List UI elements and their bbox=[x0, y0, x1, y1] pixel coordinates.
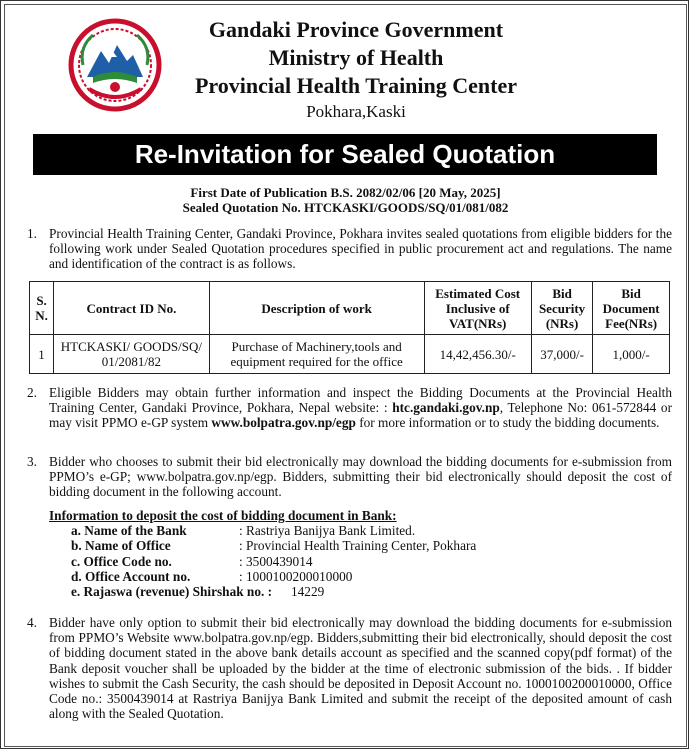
paragraph-number: 4. bbox=[27, 615, 37, 630]
bank-label: a. Name of the Bank bbox=[71, 523, 187, 539]
paragraph-number: 1. bbox=[27, 226, 37, 241]
location: Pokhara,Kaski bbox=[306, 102, 406, 121]
bank-value: : Rastriya Banijya Bank Limited. bbox=[239, 523, 416, 539]
bank-row bbox=[49, 554, 397, 569]
bank-row bbox=[49, 523, 416, 539]
publication-info bbox=[1, 185, 689, 215]
bank-info-heading: Information to deposit the cost of bidding document in Bank: bbox=[49, 508, 397, 523]
center-name: Provincial Health Training Center bbox=[194, 73, 518, 98]
cell-description: Purchase of Machinery,tools and equipment required for the office bbox=[209, 335, 424, 374]
cell-sn: 1 bbox=[30, 335, 54, 374]
ministry-name: Ministry of Health bbox=[268, 45, 444, 70]
cell-bid-security: 37,000/- bbox=[531, 335, 592, 374]
paragraph-text bbox=[49, 385, 672, 431]
bank-information bbox=[49, 508, 477, 599]
bank-value: : 3500439014 bbox=[239, 553, 313, 569]
paragraph-text: Bidder who chooses to submit their bid electronically may download the bidding documents for e-submission from PPMO’s e-GP; www.bolpatra.gov.np/egp. Bidders, submitting their bid electronically should deposit the cost of bidding document in the following account. bbox=[49, 454, 672, 500]
paragraph-number: 3. bbox=[27, 454, 37, 469]
bank-value: : 1000100200010000 bbox=[239, 568, 353, 584]
col-header-description: Description of work bbox=[209, 282, 424, 335]
notice-title-banner: Re-Invitation for Sealed Quotation bbox=[33, 134, 657, 175]
bank-value: 14229 bbox=[291, 583, 325, 599]
bank-row bbox=[49, 538, 477, 554]
bank-row bbox=[49, 569, 397, 584]
contract-table bbox=[29, 281, 670, 374]
bank-label: e. Rajaswa (revenue) Shirshak no. : bbox=[71, 583, 273, 599]
quotation-number: Sealed Quotation No. HTCKASKI/GOODS/SQ/01/081/082 bbox=[182, 200, 509, 215]
col-header-bid-security: Bid Security (NRs) bbox=[531, 282, 592, 335]
cell-bid-fee: 1,000/- bbox=[593, 335, 670, 374]
col-header-bid-fee: Bid Document Fee(NRs) bbox=[593, 282, 670, 335]
col-header-sn: S. N. bbox=[30, 282, 54, 335]
nepal-emblem-icon bbox=[67, 17, 163, 113]
paragraph-2 bbox=[27, 385, 672, 447]
cell-estimated-cost: 14,42,456.30/- bbox=[424, 335, 531, 374]
bank-label: c. Office Code no. bbox=[71, 553, 172, 569]
paragraph-text: Provincial Health Training Center, Gandaki Province, Pokhara invites sealed quotations from eligible bidders for the following work under Sealed Quotation procedures specified in public procurement act and regulations. The name and identification of the contract is as follows. bbox=[49, 226, 672, 272]
publication-date: First Date of Publication B.S. 2082/02/06 [20 May, 2025] bbox=[190, 185, 501, 200]
paragraph-text-part: for more information or to study the bidding documents. bbox=[355, 415, 660, 431]
paragraph-1 bbox=[27, 226, 672, 276]
col-header-contract-id: Contract ID No. bbox=[54, 282, 210, 335]
paragraph-text-part: Eligible Bidders may obtain further information and inspect the Bidding Documents at the Provincial Health Training Center, Gandaki Province, Pokhara, Nepal website: : bbox=[49, 385, 672, 416]
government-name: Gandaki Province Government bbox=[208, 17, 504, 42]
cell-contract-id: HTCKASKI/ GOODS/SQ/ 01/2081/82 bbox=[54, 335, 210, 374]
egp-link[interactable]: www.bolpatra.gov.np/egp bbox=[211, 415, 356, 431]
paragraph-4 bbox=[27, 615, 672, 737]
col-header-estimated-cost: Estimated Cost Inclusive of VAT(NRs) bbox=[424, 282, 531, 335]
website-link[interactable]: htc.gandaki.gov.np bbox=[392, 400, 500, 416]
bank-value: : Provincial Health Training Center, Pokhara bbox=[239, 538, 477, 554]
bank-label: b. Name of Office bbox=[71, 538, 171, 554]
paragraph-text: Bidder have only option to submit their bid electronically may download the bidding documents for e-submission from PPMO’s Website www.bolpatra.gov.np/egp. Bidders,submitting their bid electronically, should deposit the cost of bidding document stated in the above bank details account as specified and the scanned copy(pdf format) of the Bank deposit voucher shall be uploaded by the bidder at the time of electronic submission of the bids. . If bidder wishes to submit the Cash Security, the cash should be deposited in Deposit Account no. 1000100200010000, Office Code no.: 3500439014 at Rastriya Banijya Bank Limited and submit the receipt of the deposited amount of cash along with the Sealed Quotation. bbox=[49, 615, 672, 722]
organization-header bbox=[151, 16, 561, 124]
bank-row bbox=[49, 584, 397, 599]
paragraph-number: 2. bbox=[27, 385, 37, 400]
table-header-row bbox=[30, 282, 670, 335]
table-row bbox=[30, 335, 670, 374]
bank-label: d. Office Account no. bbox=[71, 568, 191, 584]
paragraph-3 bbox=[27, 454, 672, 502]
paragraph-text-part: , Telephone No: 061-572844 or may visit PPMO e-GP system bbox=[49, 400, 672, 431]
